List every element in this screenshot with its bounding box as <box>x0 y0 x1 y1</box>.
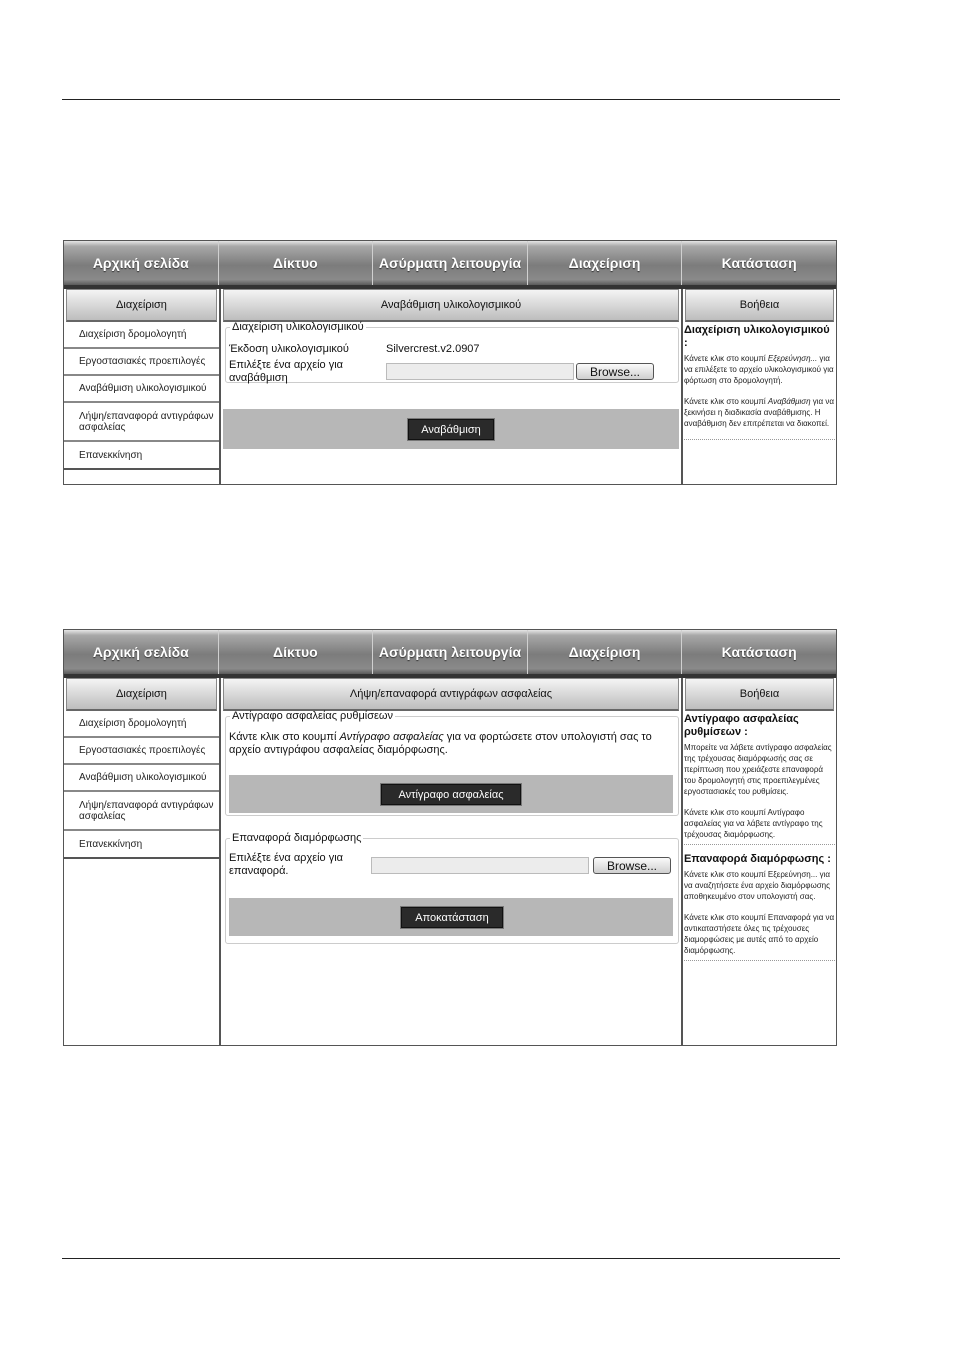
nav-tab-wireless[interactable]: Ασύρματη λειτουργία <box>373 241 528 285</box>
nav-tab-status[interactable]: Κατάσταση <box>721 255 797 271</box>
sidebar-menu <box>64 289 221 484</box>
help-paragraph-browse: Κάνετε κλικ στο κουμπί Εξερεύνηση... για να επιλέξετε το αρχείο υλικολογισμικού για φόρτωση στο δρομολογητή. <box>684 354 834 385</box>
firmware-version-value: Silvercrest.v2.0907 <box>386 343 480 355</box>
choose-file-label: Επιλέξτε ένα αρχείο για αναβάθμιση <box>229 359 344 384</box>
sidebar-item-backup-restore[interactable]: Λήψη/επαναφορά αντιγράφων ασφαλείας <box>64 403 219 442</box>
sidebar-item-factory-defaults[interactable]: Εργοστασιακές προεπιλογές <box>64 349 219 376</box>
sidebar-menu <box>64 678 221 1045</box>
sidebar-item-reboot[interactable]: Επανεκκίνηση <box>64 442 219 470</box>
page-title: Αναβάθμιση υλικολογισμικού <box>223 289 679 322</box>
group-legend-restore: Επαναφορά διαμόρφωσης <box>232 832 362 844</box>
help-paragraph-backup-info: Μπορείτε να λάβετε αντίγραφο ασφαλείας της τρέχουσας διαμόρφωσής σας σε περίπτωση που χρειάζεστε επαναφορά του δρομολογητή στις προεπιλεγμένες εργοστασιακές του ρυθμίσεις. <box>684 743 832 796</box>
nav-tab-home[interactable]: Αρχική σελίδα <box>64 630 219 674</box>
help-title-restore: Επαναφορά διαμόρφωσης : <box>684 853 831 865</box>
backup-button[interactable]: Αντίγραφο ασφαλείας <box>381 784 521 805</box>
help-paragraph-restore-browse: Κάνετε κλικ στο κουμπί Εξερεύνηση... για να αναζητήσετε ένα αρχείο διαμόρφωσης αποθηκευμένο στον υπολογιστή σας. <box>684 870 830 901</box>
upgrade-button[interactable]: Αναβάθμιση <box>408 419 494 440</box>
backup-restore-screen <box>63 629 837 1046</box>
sidebar-heading: Διαχείριση <box>66 678 217 711</box>
firmware-file-input[interactable] <box>386 363 574 380</box>
help-title: Διαχείριση υλικολογισμικού : <box>684 324 830 349</box>
help-divider <box>684 439 835 440</box>
sidebar-item-factory-defaults[interactable]: Εργοστασιακές προεπιλογές <box>64 738 219 765</box>
nav-tab-network[interactable]: Δίκτυο <box>219 630 374 674</box>
main-content <box>221 678 683 1045</box>
firmware-version-label: Έκδοση υλικολογισμικού <box>229 343 349 355</box>
sidebar-item-backup-restore[interactable]: Λήψη/επαναφορά αντιγράφων ασφαλείας <box>64 792 219 831</box>
group-legend-backup: Αντίγραφο ασφαλείας ρυθμίσεων <box>232 710 394 722</box>
sidebar-item-router-management[interactable]: Διαχείριση δρομολογητή <box>64 322 219 349</box>
page-title: Λήψη/επαναφορά αντιγράφων ασφαλείας <box>223 678 679 711</box>
help-content <box>683 711 836 961</box>
nav-tab-management[interactable]: Διαχείριση <box>528 241 683 285</box>
bottom-rule <box>62 1258 840 1259</box>
help-paragraph-restore-click: Κάνετε κλικ στο κουμπί Επαναφορά για να αντικαταστήσετε όλες τις τρέχουσες διαμορφώσεις με αυτές από το αρχείο διαμόρφωσης. <box>684 913 835 955</box>
choose-restore-file-label: Επιλέξτε ένα αρχείο για επαναφορά. <box>229 852 344 877</box>
help-column <box>683 289 836 484</box>
nav-tab-network[interactable]: Δίκτυο <box>219 241 374 285</box>
nav-tab-status[interactable]: Κατάσταση <box>721 644 797 660</box>
restore-file-input[interactable] <box>371 857 589 874</box>
sidebar-item-reboot[interactable]: Επανεκκίνηση <box>64 831 219 859</box>
restore-button[interactable]: Αποκατάσταση <box>401 907 503 928</box>
backup-description: Κάντε κλικ στο κουμπί Αντίγραφο ασφαλείας για να φορτώσετε στον υπολογιστή σας το αρχείο αντιγράφου ασφαλείας διαμόρφωσης. <box>229 731 652 756</box>
sidebar-heading: Διαχείριση <box>66 289 217 322</box>
nav-tab-home[interactable]: Αρχική σελίδα <box>64 241 219 285</box>
sidebar-item-firmware-upgrade[interactable]: Αναβάθμιση υλικολογισμικού <box>64 765 219 792</box>
top-navigation <box>64 630 836 674</box>
help-paragraph-upgrade: Κάνετε κλικ στο κουμπί Αναβάθμιση για να ξεκινήσει η διαδικασία αναβάθμισης. Η αναβάθμιση δεν επιτρέπεται να διακοπεί. <box>684 397 835 428</box>
browse-button[interactable]: Browse... <box>593 857 671 874</box>
sidebar-item-router-management[interactable]: Διαχείριση δρομολογητή <box>64 711 219 738</box>
help-column <box>683 678 836 1045</box>
help-title-backup: Αντίγραφο ασφαλείας ρυθμίσεων : <box>684 713 799 738</box>
help-heading: Βοήθεια <box>685 678 834 711</box>
top-navigation <box>64 241 836 285</box>
group-legend: Διαχείριση υλικολογισμικού <box>232 321 364 333</box>
help-heading: Βοήθεια <box>685 289 834 322</box>
nav-tab-wireless[interactable]: Ασύρματη λειτουργία <box>373 630 528 674</box>
firmware-upgrade-screen <box>63 240 837 485</box>
help-divider <box>684 844 835 845</box>
help-paragraph-backup-click: Κάνετε κλικ στο κουμπί Αντίγραφο ασφαλείας για να λάβετε αντίγραφο της τρέχουσας διαμόρφωσης. <box>684 808 823 839</box>
help-divider <box>684 960 835 961</box>
sidebar-item-firmware-upgrade[interactable]: Αναβάθμιση υλικολογισμικού <box>64 376 219 403</box>
top-rule <box>62 99 840 100</box>
help-content <box>683 322 836 440</box>
browse-button[interactable]: Browse... <box>576 363 654 380</box>
main-content <box>221 289 683 484</box>
nav-tab-management[interactable]: Διαχείριση <box>528 630 683 674</box>
